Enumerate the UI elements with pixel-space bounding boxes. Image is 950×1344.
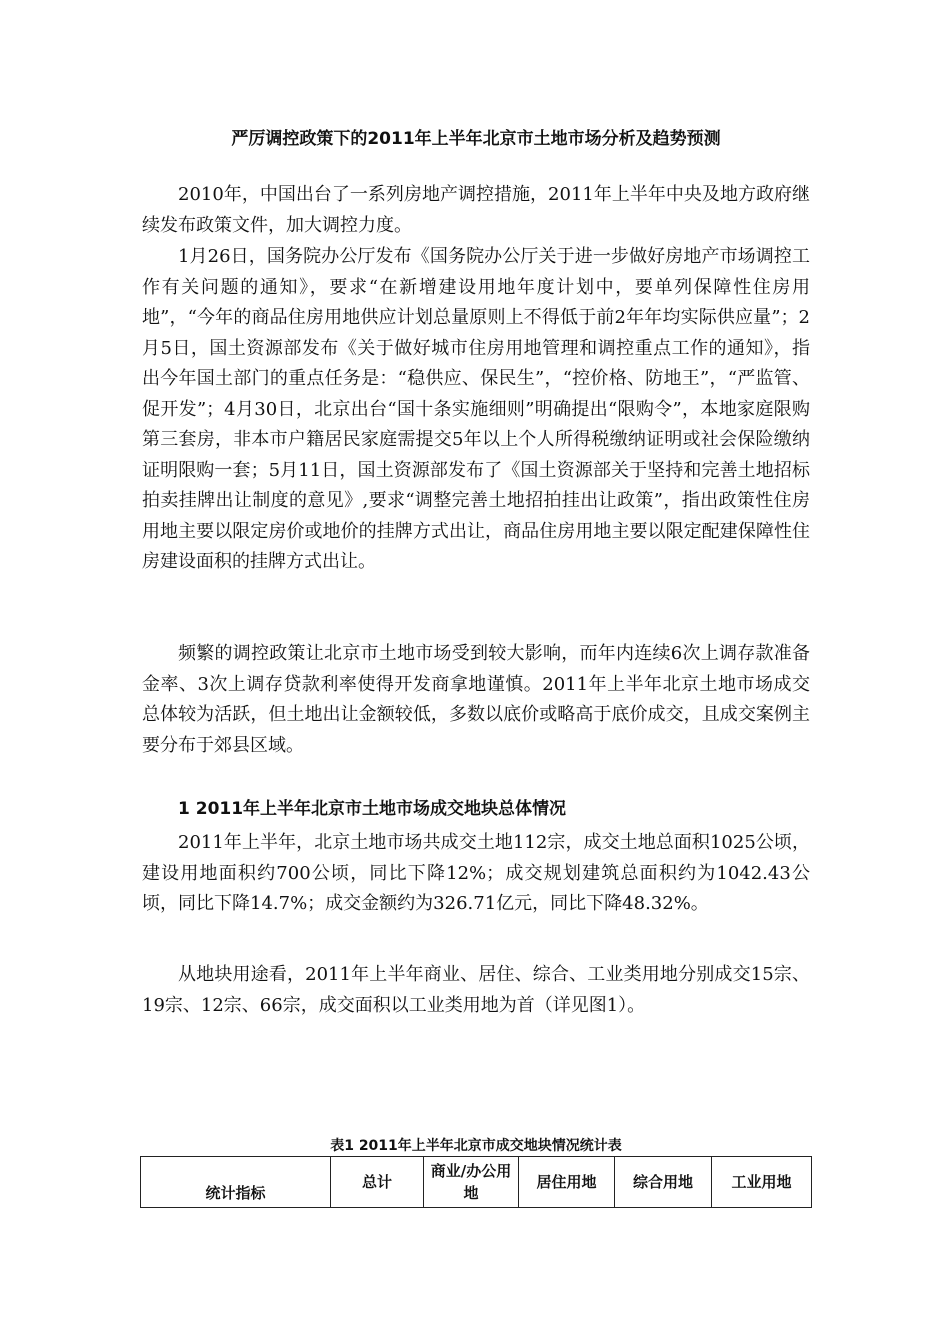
- intro-paragraph-3: 频繁的调控政策让北京市土地市场受到较大影响，而年内连续6次上调存款准备金率、3次上调存贷款利率使得开发商拿地谨慎。2011年上半年北京土地市场成交总体较为活跃，但土地出让金额较低，多数以底价或略高于底价成交，且成交案例主要分布于郊县区域。: [142, 643, 810, 756]
- intro-paragraph-1: 2010年，中国出台了一系列房地产调控措施，2011年上半年中央及地方政府继续发布政策文件，加大调控力度。: [142, 184, 810, 236]
- intro-paragraph-2: 1月26日，国务院办公厅发布《国务院办公厅关于进一步做好房地产市场调控工作有关问题的通知》，要求“在新增建设用地年度计划中，要单列保障性住房用地”，“今年的商品住房用地供应计划总量原则上不得低于前2年年均实际供应量”；2月5日，国土资源部发布《关于做好城市住房用地管理和调控重点工作的通知》，指出今年国土部门的重点任务是：“稳供应、保民生”，“控价格、防地王”，“严监管、促开发”；4月30日，北京出台“国十条实施细则”明确提出“限购令”，本地家庭限购第三套房，非本市户籍居民家庭需提交5年以上个人所得税缴纳证明或社会保险缴纳证明限购一套；5月11日，国土资源部发布了《国土资源部关于坚持和完善土地招标拍卖挂牌出让制度的意见》,要求“调整完善土地招拍挂出让政策”，指出政策性住房用地主要以限定房价或地价的挂牌方式出让，商品住房用地主要以限定配建保障性住房建设面积的挂牌方式出让。: [142, 246, 810, 572]
- table-header-cell-indicator: 统计指标: [141, 1157, 331, 1208]
- section-1-heading: 1 2011年上半年北京市土地市场成交地块总体情况: [178, 799, 567, 819]
- table-header-cell-commercial: 商业/办公用地: [424, 1157, 519, 1208]
- document-title: 严厉调控政策下的2011年上半年北京市土地市场分析及趋势预测: [231, 129, 721, 149]
- table-header-cell-industrial: 工业用地: [712, 1157, 812, 1208]
- section-1-paragraph-2: 从地块用途看，2011年上半年商业、居住、综合、工业类用地分别成交15宗、19宗、12宗、66宗，成交面积以工业类用地为首（详见图1）。: [142, 964, 810, 1016]
- table-1-caption: 表1 2011年上半年北京市成交地块情况统计表: [330, 1138, 622, 1154]
- section-1-paragraph-1: 2011年上半年，北京土地市场共成交土地112宗，成交土地总面积1025公顷，建设用地面积约700公顷，同比下降12%；成交规划建筑总面积约为1042.43公顷，同比下降14.7%；成交金额约为326.71亿元，同比下降48.32%。: [142, 832, 810, 914]
- table-header-row: [141, 1157, 812, 1208]
- table-header-cell-mixed-use: 综合用地: [615, 1157, 712, 1208]
- table-1: [140, 1156, 812, 1208]
- table-header-cell-residential: 居住用地: [519, 1157, 615, 1208]
- table-header-cell-total: 总计: [331, 1157, 424, 1208]
